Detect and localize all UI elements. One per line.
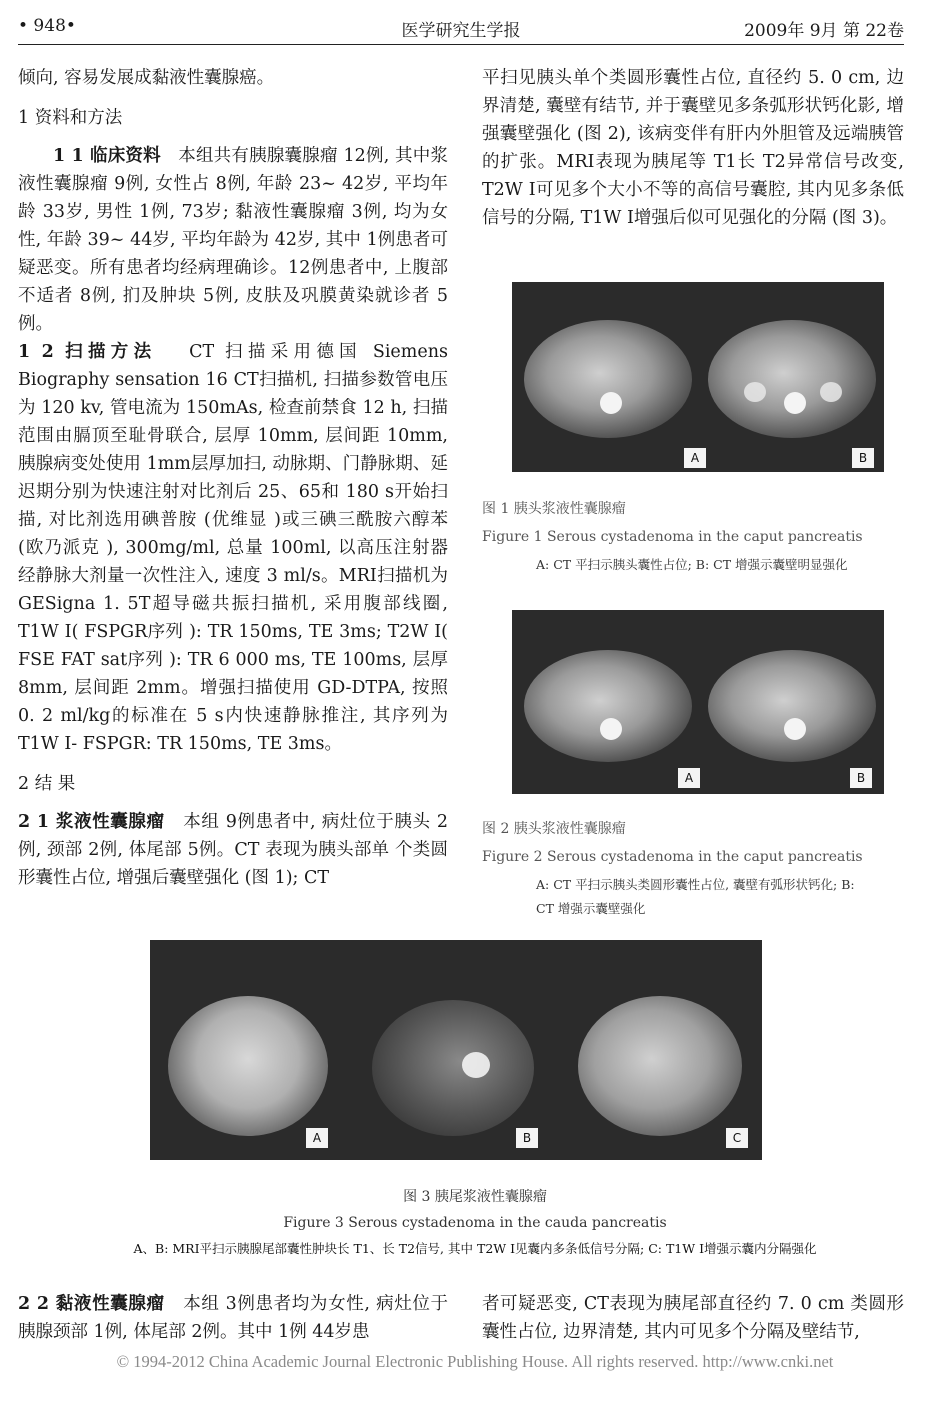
section-heading-2: 2 结 果 [18, 774, 76, 794]
paragraph: 倾向, 容易发展成黏液性囊腺癌。 [18, 68, 275, 88]
header-rule [18, 44, 904, 45]
mri-scan-a [168, 996, 328, 1136]
panel-label-b: B [516, 1128, 538, 1148]
subsection-title: 2 1 浆液性囊腺瘤 [18, 812, 165, 832]
page-number: • 948• [18, 16, 76, 36]
figure-1-caption-note: A: CT 平扫示胰头囊性占位; B: CT 增强示囊壁明显强化 [536, 557, 848, 572]
figure-1-caption-en: Figure 1 Serous cystadenoma in the caput pancreatis [482, 529, 863, 545]
paragraph-text: CT 扫描采用德国 Siemens Biography sensation 16 CT扫描机, 扫描参数管电压为 120 kv, 管电流为 150mAs, 检查前禁食 12 h, 扫描范围由膈顶至耻骨联合, 层厚 10mm, 层间距 10mm, 胰腺病变处使用 1mm层厚加扫, 动脉期、门静脉期、延迟期分别为快速注射对比剂后 25、65和 180 s开始扫描, 对比剂选用碘普胺 (优维显 )或三碘三酰胺六醇苯 (欧乃派克 ), 300mg/ml, 总量 100ml, 以高压注射器经静脉大剂量一次性注入, 速度 3 ml/s。MRI扫描机为 GESigna 1. 5T超导磁共振扫描机, 采用腹部线圈, T1W I( FSPGR序列 ): TR 150ms, TE 3ms; T2W I( FSE FAT sat序列 ): TR 6 000 ms, TE 100ms, 层厚 8mm, 层间距 2mm。增强扫描使用 GD-DTPA, 按照 0. 2 ml/kg的标准在 5 s内快速静脉推注, 其序列为 T1W I- FSPGR: TR 150ms, TE 3ms。 [18, 342, 448, 754]
cyst-high-signal [462, 1052, 490, 1078]
paragraph: 平扫见胰头单个类圆形囊性占位, 直径约 5. 0 cm, 边界清楚, 囊壁有结节, 并于囊壁见多条弧形状钙化影, 增强囊壁强化 (图 2), 该病变伴有肝内外胆管及远端胰管的扩张。MRI表现为胰尾等 T1长 T2异常信号改变, T2W I可见多个大小不等的高信号囊腔, 其内见多条低信号的分隔, T1W I增强后似可见强化的分隔 (图 3)。 [482, 68, 904, 228]
left-column-bottom [18, 1290, 448, 1346]
right-column [482, 64, 904, 232]
panel-label-a: A [306, 1128, 328, 1148]
paragraph-text: 本组 3例患者均为女性, 病灶位于胰腺颈部 1例, 体尾部 2例。其中 1例 44岁患 [18, 1294, 448, 1342]
spine [600, 392, 622, 414]
mri-scan-c [578, 996, 742, 1136]
figure-3-caption-note: A、B: MRI平扫示胰腺尾部囊性肿块长 T1、长 T2信号, 其中 T2W I见囊内多条低信号分隔; C: T1W I增强示囊内分隔强化 [133, 1241, 817, 1256]
subsection-title: 1 2 扫描方法 [18, 342, 157, 362]
figure-3-image [150, 940, 762, 1160]
paragraph-text: 本组共有胰腺囊腺瘤 12例, 其中浆液性囊腺瘤 9例, 女性占 8例, 年龄 23~ 42岁, 平均年龄 33岁, 男性 1例, 73岁; 黏液性囊腺瘤 3例, 均为女性, 年龄 39~ 44岁, 平均年龄为 42岁, 其中 1例患者可疑恶变。所有患者均经病理确诊。12例患者中, 上腹部不适者 8例, 扪及肿块 5例, 皮肤及巩膜黄染就诊者 5例。 [18, 146, 448, 334]
mri-scan-b [372, 1000, 534, 1136]
figure-2-caption-cn: 图 2 胰头浆液性囊腺瘤 [482, 821, 626, 837]
panel-label-c: C [726, 1128, 748, 1148]
left-column [18, 64, 448, 892]
subsection-title: 1 1 临床资料 [53, 146, 161, 166]
kidney [744, 382, 766, 402]
paragraph-2-1 [18, 808, 448, 892]
issue-date-volume: 2009年 9月 第 22卷 [744, 21, 904, 41]
ct-scan-b [708, 320, 876, 438]
paragraph: 者可疑恶变, CT表现为胰尾部直径约 7. 0 cm 类圆形囊性占位, 边界清楚, 其内可见多个分隔及壁结节, [482, 1294, 904, 1342]
section-heading-1: 1 资料和方法 [18, 108, 123, 128]
figure-2-caption-note-cont: CT 增强示囊壁强化 [536, 901, 646, 916]
right-column-bottom [482, 1290, 904, 1346]
ct-scan-a [524, 320, 692, 438]
figure-3-caption-cn: 图 3 胰尾浆液性囊腺瘤 [403, 1189, 547, 1205]
figure-2-caption-en: Figure 2 Serous cystadenoma in the caput pancreatis [482, 849, 863, 865]
ct-scan-b [708, 650, 876, 762]
running-header [18, 16, 904, 44]
paragraph-text: 本组 9例患者中, 病灶位于胰头 2例, 颈部 2例, 体尾部 5例。CT 表现为胰头部单 个类圆形囊性占位, 增强后囊壁强化 (图 1); CT [18, 812, 448, 888]
paragraph-1-1 [18, 142, 448, 338]
panel-label-b: B [850, 768, 872, 788]
copyright-footer: © 1994-2012 China Academic Journal Electronic Publishing House. All rights reserved. http://www.cnki.net [116, 1352, 834, 1371]
paragraph-1-2 [18, 338, 448, 758]
journal-name: 医学研究生学报 [401, 21, 521, 41]
ct-scan-a [524, 650, 692, 762]
kidney [820, 382, 842, 402]
panel-label-a: A [678, 768, 700, 788]
spine [784, 392, 806, 414]
figure-3-caption-en: Figure 3 Serous cystadenoma in the cauda pancreatis [283, 1215, 667, 1231]
subsection-title: 2 2 黏液性囊腺瘤 [18, 1294, 165, 1314]
figure-1-caption-cn: 图 1 胰头浆液性囊腺瘤 [482, 501, 626, 517]
panel-label-b: B [852, 448, 874, 468]
figure-1-image [512, 282, 884, 472]
figure-2-image [512, 610, 884, 794]
panel-label-a: A [684, 448, 706, 468]
spine [600, 718, 622, 740]
spine [784, 718, 806, 740]
figure-2-caption-note: A: CT 平扫示胰头类圆形囊性占位, 囊壁有弧形状钙化; B: [536, 877, 855, 892]
paragraph-2-2 [18, 1290, 448, 1346]
